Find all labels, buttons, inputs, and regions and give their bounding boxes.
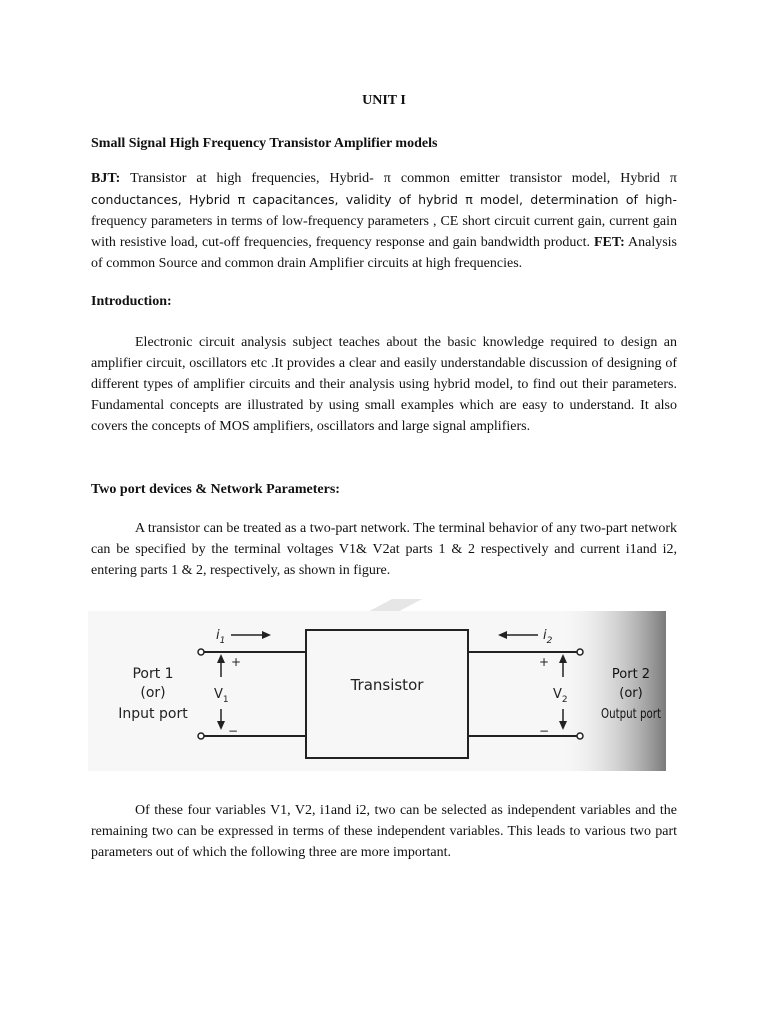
terminal-1b [198,733,204,739]
scan-shadow [558,611,666,771]
bjt-label: BJT: [91,171,121,186]
fet-text: Analysis of common Source and common drain Amplifier circuits at high frequencies. [91,235,677,271]
bjt-rest: frequency parameters in terms of low-frequency parameters , CE short circuit current gain, current gain with resistive load, cut-off frequencies, frequency response and gain bandwidth product. [91,214,677,250]
two-port-heading: Two port devices & Network Parameters: [91,482,340,497]
introduction-heading: Introduction: [91,294,172,309]
two-port-body: A transistor can be treated as a two-part network. The terminal behavior of any two-part network can be specified by the terminal voltages V1& V2at parts 1 & 2 respectively and current i1and i2, entering parts 1 & 2, respectively, as shown in figure. [91,521,677,578]
right-port-line2: (or) [619,686,643,701]
transistor-box [306,630,468,758]
left-port-line1: Port 1 [132,666,174,682]
i1-label: $i_1$ [216,628,226,646]
right-port-line3: Output port [601,707,661,722]
fet-label: FET: [593,235,625,250]
closing-body: Of these four variables V1, V2, i1and i2, two can be selected as independent variables and the remaining two can be expressed in terms of these independent variables. This leads to various two part parameters out of which the following three are more important. [91,803,677,860]
two-port-figure [88,611,666,771]
bjt-line2: conductances, Hybrid π capacitances, validity of hybrid π model, determination of high- [91,192,677,207]
v1-plus: + [231,655,242,669]
v2-plus: + [539,655,550,669]
i2-label: $i_2$ [543,628,553,646]
section-title: Small Signal High Frequency Transistor Amplifier models [91,136,438,151]
bjt-line1: Transistor at high frequencies, Hybrid- π common emitter transistor model, Hybrid π [120,171,677,186]
v2-minus: − [539,724,550,738]
terminal-2a [577,649,583,655]
transistor-label: Transistor [350,676,424,694]
terminal-1a [198,649,204,655]
left-port-line2: (or) [140,685,166,701]
v2-label: $V_2$ [553,687,568,705]
left-port-line3: Input port [118,706,188,722]
bjt-paragraph [91,168,677,274]
v1-label: $V_1$ [214,687,229,705]
v1-minus: − [228,724,239,738]
unit-title: UNIT I [362,93,406,108]
terminal-2b [577,733,583,739]
right-port-line1: Port 2 [611,667,651,682]
introduction-body: Electronic circuit analysis subject teaches about the basic knowledge required to design an amplifier circuit, oscillators etc .It provides a clear and easily understandable discussion of designing of different types of amplifier circuits and their analysis using hybrid model, to find out their parameters. Fundamental concepts are illustrated by using small examples which are easy to understand. It also covers the concepts of MOS amplifiers, oscillators and large signal amplifiers. [91,335,677,434]
